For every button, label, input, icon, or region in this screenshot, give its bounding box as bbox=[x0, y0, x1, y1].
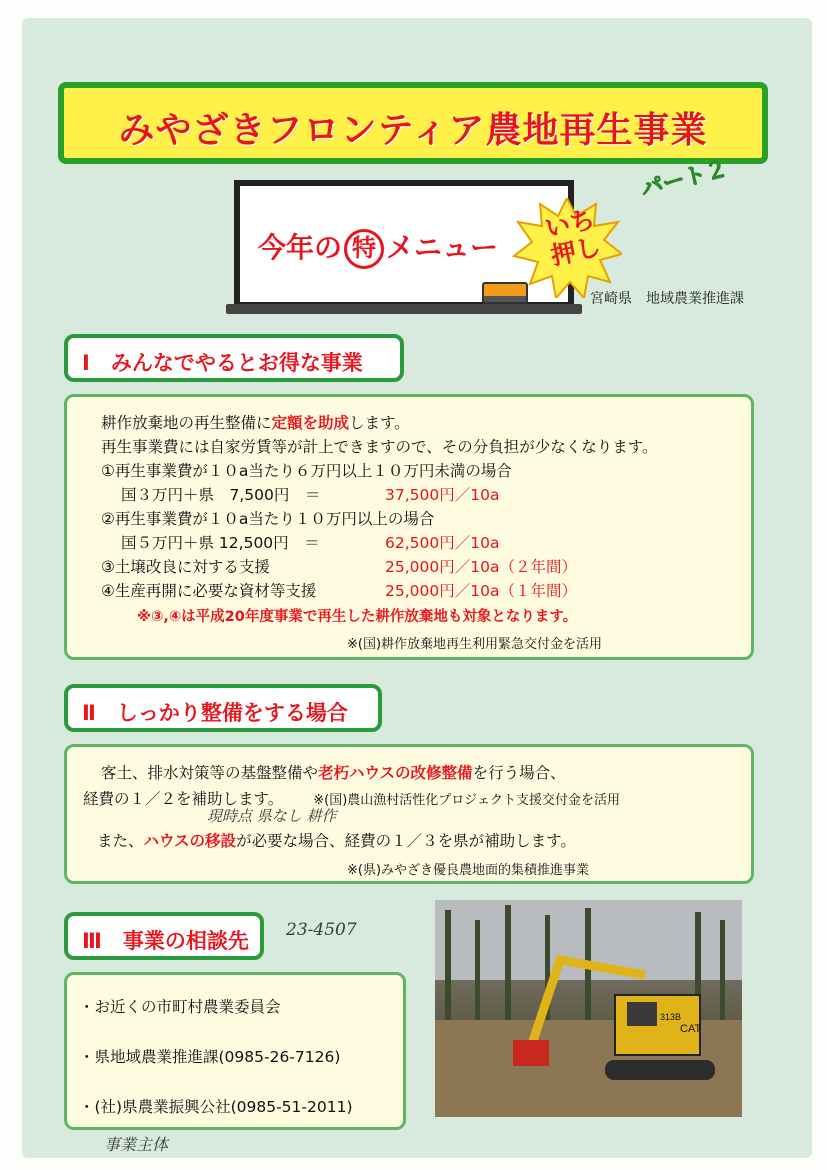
s1-line9: ※③,④は平成20年度事業で再生した耕作放棄地も対象となります。 bbox=[137, 609, 578, 625]
model-label: 313B bbox=[660, 1012, 682, 1022]
page-title: みやざきフロンティア農地再生事業 bbox=[118, 110, 708, 151]
contact-1: ・お近くの市町村農業委員会 bbox=[79, 998, 281, 1016]
s2-line2: 経費の１／２を補助します。 ※(国)農山漁村活性化プロジェクト支援交付金を活用 bbox=[83, 790, 621, 808]
menu-pre: 今年の bbox=[258, 231, 343, 264]
title-banner bbox=[58, 82, 768, 164]
s1-line2: 再生事業費には自家労賃等が計上できますので、その分負担が少なくなります。 bbox=[101, 438, 658, 456]
cat-label: CAT bbox=[680, 1023, 702, 1035]
s1-line8: ④生産再開に必要な資材等支援 25,000円／10a（１年間） bbox=[101, 582, 577, 600]
part-label: パート２ bbox=[638, 156, 731, 203]
s1-line5: ②再生事業費が１０a当たり１０万円以上の場合 bbox=[101, 510, 435, 528]
section1-heading: Ⅰ みんなでやるとお得な事業 bbox=[82, 351, 363, 375]
s2-line1: 客土、排水対策等の基盤整備や老朽ハウスの改修整備を行う場合、 bbox=[101, 764, 566, 782]
ichioshi-label: いち押し bbox=[542, 204, 604, 271]
section3-heading-box bbox=[64, 912, 264, 960]
department-name: 宮崎県 地域農業推進課 bbox=[590, 291, 744, 307]
s1-line4: 国３万円＋県 7,500円 ＝ 37,500円／10a bbox=[121, 486, 500, 504]
section3-heading: Ⅲ 事業の相談先 bbox=[82, 929, 249, 953]
excavator-icon bbox=[435, 900, 742, 1117]
menu-post: メニュー bbox=[386, 231, 499, 264]
toku-mark: 特 bbox=[344, 229, 384, 269]
s1-line3: ①再生事業費が１０a当たり６万円以上１０万円未満の場合 bbox=[101, 462, 512, 480]
section2-box bbox=[64, 744, 754, 884]
s1-line6: 国５万円＋県 12,500円 ＝ 62,500円／10a bbox=[121, 534, 500, 552]
s1-line1: 耕作放棄地の再生整備に定額を助成します。 bbox=[101, 414, 410, 432]
s2-note: ※(県)みやざき優良農地面的集積推進事業 bbox=[347, 863, 590, 878]
excavator-photo bbox=[435, 900, 742, 1117]
section1-heading-box bbox=[64, 334, 404, 382]
board-tray bbox=[226, 304, 582, 314]
contact-3: ・(社)県農業振興公社(0985-51-2011) bbox=[79, 1098, 353, 1116]
section1-box bbox=[64, 394, 754, 660]
handwritten-bottom: 事業主体 bbox=[104, 1135, 169, 1154]
handwritten-number: 23-4507 bbox=[286, 920, 357, 940]
contact-2: ・県地域農業推進課(0985-26-7126) bbox=[79, 1048, 341, 1066]
s2-line3: また、ハウスの移設が必要な場合、経費の１／３を県が補助します。 bbox=[97, 832, 576, 850]
s1-note: ※(国)耕作放棄地再生利用緊急交付金を活用 bbox=[347, 637, 603, 652]
menu-heading bbox=[258, 226, 498, 269]
s1-line7: ③土壌改良に対する支援 25,000円／10a（２年間） bbox=[101, 558, 577, 576]
section2-heading: Ⅱ しっかり整備をする場合 bbox=[82, 701, 348, 725]
section3-box bbox=[64, 972, 406, 1130]
section2-heading-box bbox=[64, 684, 382, 732]
handwritten-note: 現時点 県なし 耕作 bbox=[207, 807, 337, 825]
